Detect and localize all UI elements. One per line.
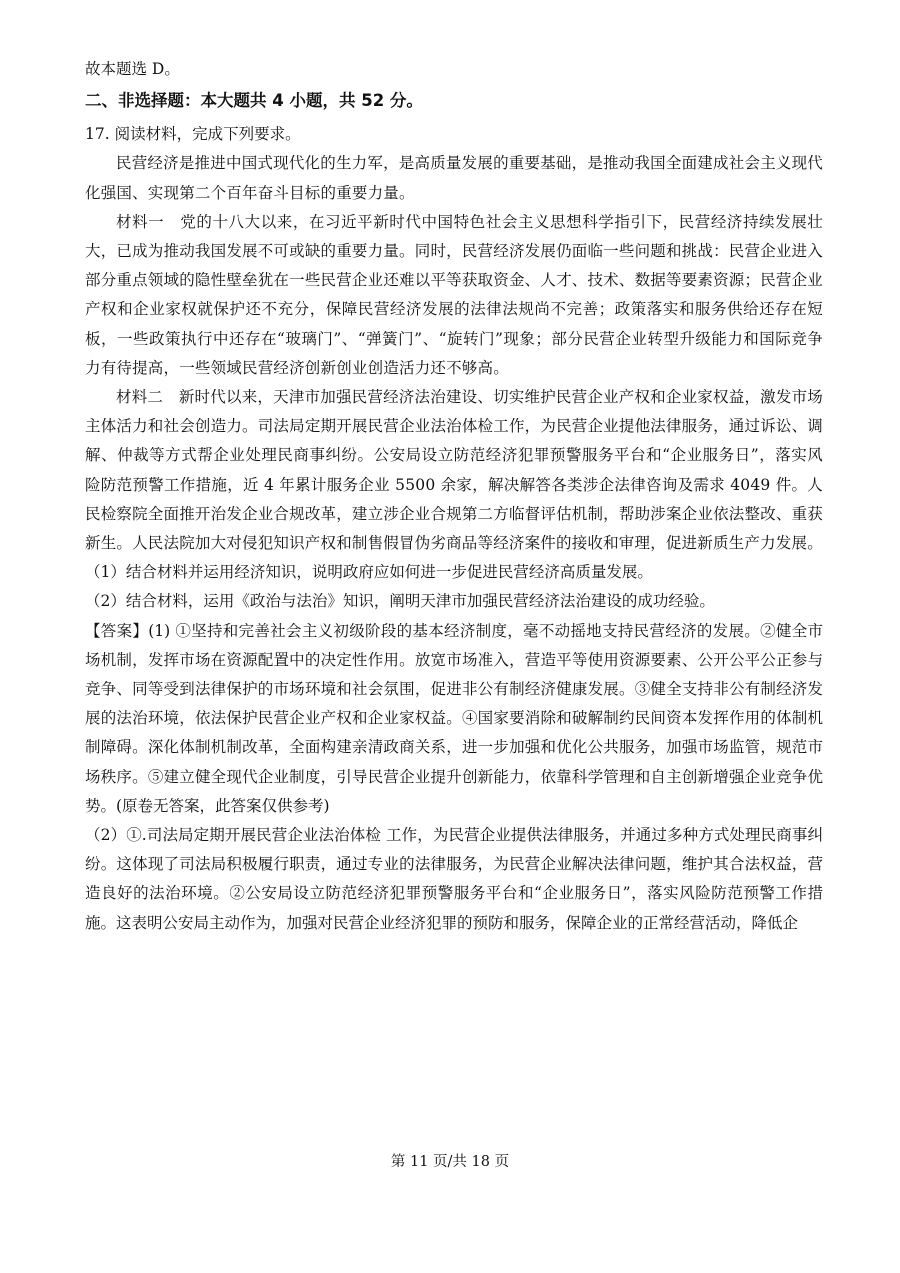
- material-one-paragraph: 材料一 党的十八大以来，在习近平新时代中国特色社会主义思想科学指引下，民营经济持续发展壮大，已成为推动我国发展不可或缺的重要力量。同时，民营经济发展仍面临一些问题和挑战：民营企业进入部分重点领域的隐性壁垒犹在一些民营企业还难以平等获取资金、人才、技术、数据等要素资源；民营企业产权和企业家权就保护还不充分，保障民营经济发展的法律法规尚不完善；政策落实和服务供给还存在短板，一些政策执行中还存在“玻璃门”、“弹簧门”、“旋转门”现象；部分民营企业转型升级能力和国际竞争力有待提高，一些领域民营经济创新创业创造活力还不够高。: [85, 212, 823, 377]
- page-footer: 第 11 页/共 18 页: [390, 1154, 510, 1170]
- answer-part-2: （2）①.司法局定期开展民营企业法治体检 工作，为民营企业提供法律服务，并通过多种方式处理民商事纠纷。这体现了司法局积极履行职责，通过专业的法律服务，为民营企业解决法律问题，维护其合法权益，营造良好的法治环境。②公安局设立防范经济犯罪预警服务平台和“企业服务日”，落实风险防范预警工作措施。这表明公安局主动作为，加强对民营企业经济犯罪的预防和服务，保障企业的正常经营活动，降低企: [85, 826, 823, 932]
- previous-answer-conclusion: 故本题选 D。: [85, 60, 180, 78]
- question-stem: 17. 阅读材料，完成下列要求。: [85, 125, 301, 144]
- material-two-paragraph: 材料二 新时代以来，天津市加强民营经济法治建设、切实维护民营企业产权和企业家权益，激发市场主体活力和社会创造力。司法局定期开展民营企业法治体检工作，为民营企业提他法律服务，通过诉讼、调解、仲裁等方式帮企业处理民商事纠纷。公安局设立防范经济犯罪预警服务平台和“企业服务日”，落实风险防范预警工作措施，近 4 年累计服务企业 5500 余家，解决解答各类涉企法律咨询及需求 4049 件。人民检察院全面推开治发企业合规改革，建立涉企业合规第二方临督评估机制，帮助涉案企业依法整改、重获新生。人民法院加大对侵犯知识产权和制售假冒伪劣商品等经济案件的接收和审理，促进新质生产力发展。: [85, 388, 823, 553]
- section-heading: 二、非选择题：本大题共 4 小题，共 52 分。: [85, 91, 423, 111]
- intro-paragraph: 民营经济是推进中国式现代化的生力军，是高质量发展的重要基础，是推动我国全面建成社会主义现代化强国、实现第二个百年奋斗目标的重要力量。: [85, 154, 823, 202]
- document-page: [85, 55, 823, 938]
- answer-part-1: 【答案】(1) ①坚持和完善社会主义初级阶段的基本经济制度，毫不动摇地支持民营经济的发展。②健全市场机制，发挥市场在资源配置中的决定性作用。放宽市场准入，营造平等使用资源要素、公开公平公正参与竞争、同等受到法律保护的市场环境和社会氛围，促进非公有制经济健康发展。③健全支持非公有制经济发展的法治环境，依法保护民营企业产权和企业家权益。④国家要消除和破解制约民间资本发挥作用的体制机制障碍。深化体制机制改革，全面构建亲清政商关系，进一步加强和优化公共服务，加强市场监管，规范市场秩序。⑤建立健全现代企业制度，引导民营企业提升创新能力，依靠科学管理和自主创新增强企业竞争优势。(原卷无答案，此答案仅供参考): [85, 621, 823, 815]
- sub-question-2: （2）结合材料，运用《政治与法治》知识，阐明天津市加强民营经济法治建设的成功经验。: [85, 592, 715, 611]
- sub-question-1: （1）结合材料并运用经济知识，说明政府应如何进一步促进民营经济高质量发展。: [85, 563, 653, 582]
